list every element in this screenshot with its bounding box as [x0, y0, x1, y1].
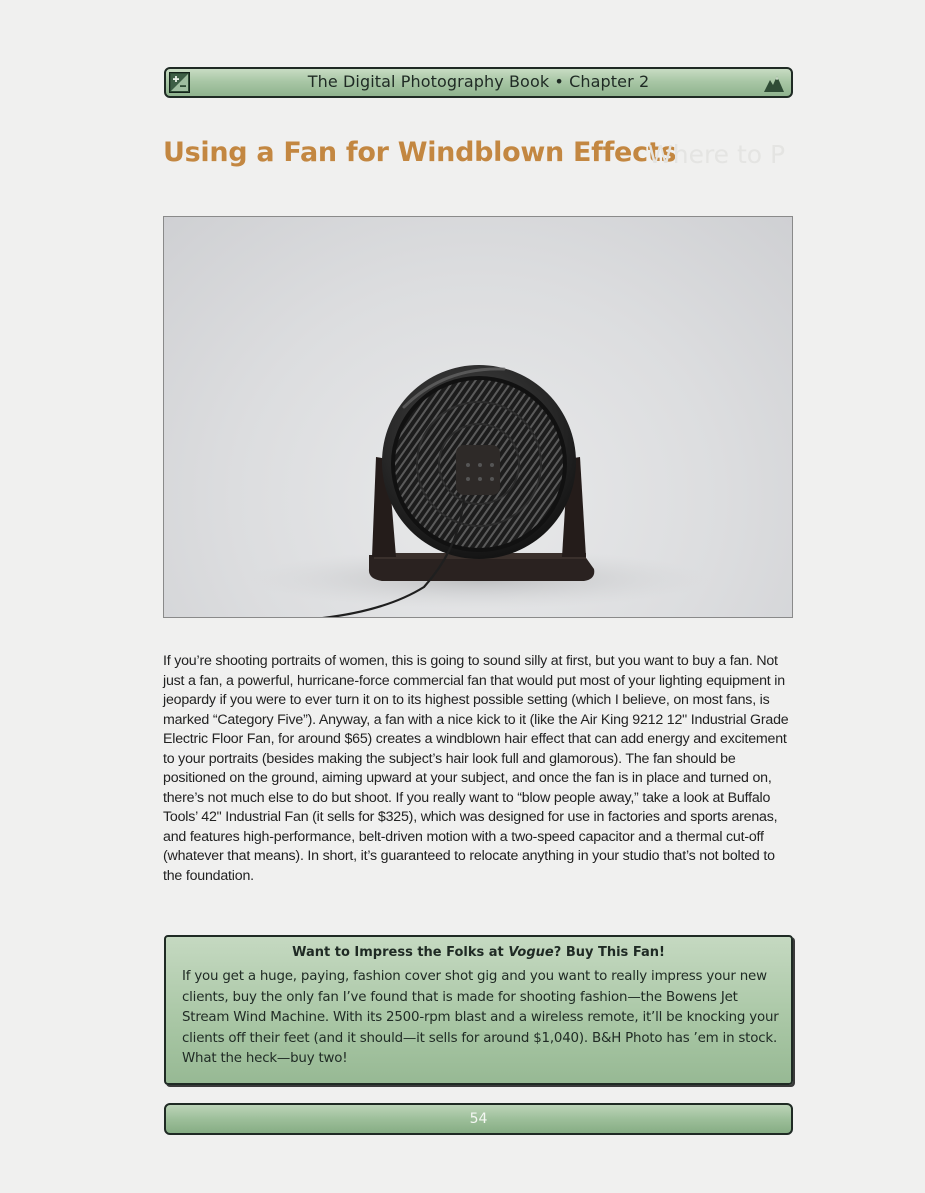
page-number: 54 [469, 1111, 488, 1127]
bleed-through-title: Where to P [648, 140, 786, 169]
page-title: Using a Fan for Windblown Effects [163, 137, 677, 168]
tip-title-magazine: Vogue [508, 945, 554, 960]
fan-photo [163, 216, 793, 618]
tip-body: If you get a huge, paying, fashion cover shot gig and you want to really impress your new clients, buy the only fan I’ve found that is made for shooting fashion—the Bowens Jet Stream Wind Machine. With its 2500-rpm blast and a wireless remote, it’ll be knocking your clients off their feet (and it should—it sells for around $1,040). B&H Photo has ’em in stock. What the heck—buy two! [182, 969, 779, 1066]
tip-title [166, 945, 791, 960]
chapter-header-bar [164, 67, 793, 98]
chapter-header-title: The Digital Photography Book • Chapter 2 [307, 72, 650, 91]
tip-title-end: ? Buy This Fan! [553, 945, 665, 960]
body-paragraph: If you’re shooting portraits of women, this is going to sound silly at first, but you want to buy a fan. Not just a fan, a powerful, hurricane-force commercial fan that would put most of your lighting equipment in jeopardy if you were to ever turn it on to its highest possible setting (which I believe, on most fans, is marked “Category Five”). Anyway, a fan with a nice kick to it (like the Air King 9212 12" Industrial Grade Electric Floor Fan, for around $65) creates a windblown hair effect that can add energy and excitement to your portraits (besides making the subject’s hair look full and glamorous). The fan should be positioned on the ground, aiming upward at your subject, and once the fan is in place and turned on, there’s not much else to do but shoot. If you really want to “blow people away,” take a look at Buffalo Tools’ 42" Industrial Fan (it sells for $325), which was designed for use in factories and sports arenas, and features high-performance, belt-driven motion with a two-speed capacitor and a thermal cut-off (whatever that means). In short, it’s guaranteed to relocate anything in your studio that’s not bolted to the foundation. [163, 653, 789, 884]
tip-title-start: Want to Impress the Folks at [292, 945, 509, 960]
fan-illustration [164, 217, 793, 618]
mountain-icon [763, 74, 785, 93]
footer-bar [164, 1103, 793, 1135]
tip-box [164, 935, 793, 1085]
